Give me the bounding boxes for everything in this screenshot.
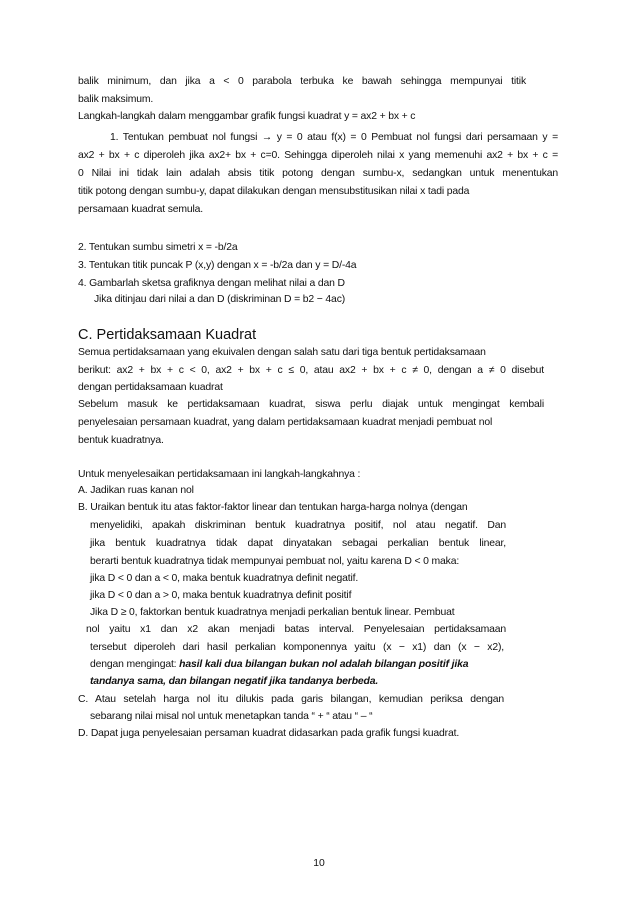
text-line: balik minimum, dan jika a < 0 parabola terbuka ke bawah sehingga mempunyai titik	[78, 76, 526, 87]
text-line: titik potong dengan sumbu-y, dapat dilakukan dengan mensubstitusikan nilai x tadi pada	[78, 186, 470, 197]
text-line: Semua pertidaksamaan yang ekuivalen dengan salah satu dari tiga bentuk pertidaksamaan	[78, 347, 486, 358]
step-1-text: 1. Tentukan pembuat nol fungsi → y = 0 atau f(x) = 0 Pembuat nol fungsi dari persamaan y =	[110, 132, 558, 143]
text-run: dengan mengingat:	[90, 659, 180, 670]
text-line: nol yaitu x1 dan x2 akan menjadi batas interval. Penyelesaian pertidaksamaan	[86, 624, 506, 635]
text-line: menyelidiki, apakah diskriminan bentuk kuadratnya positif, nol atau negatif. Dan	[90, 520, 506, 531]
page-number: 10	[313, 858, 325, 869]
text-line: berarti bentuk kuadratnya tidak mempunyai pembuat nol, yaitu karena D < 0 maka:	[90, 556, 460, 567]
text-line: 0 Nilai ini tidak lain adalah absis titik potong dengan sumbu-x, sedangkan untuk menentukan	[78, 168, 558, 179]
section-heading: C. Pertidaksamaan Kuadrat	[78, 327, 257, 343]
text-line: penyelesaian persamaan kuadrat, yang dalam pertidaksamaan kuadrat menjadi pembuat nol	[78, 417, 493, 428]
emphasized-text: hasil kali dua bilangan bukan nol adalah bilangan positif jika	[179, 659, 469, 670]
text-line: Untuk menyelesaikan pertidaksamaan ini langkah-langkahnya :	[78, 469, 361, 480]
text-line: sebarang nilai misal nol untuk menetapkan tanda “ + “ atau “ – “	[90, 711, 373, 722]
list-item: C. Atau setelah harga nol itu dilukis pada garis bilangan, kemudian periksa dengan	[78, 694, 504, 705]
list-item: B. Uraikan bentuk itu atas faktor-faktor linear dan tentukan harga-harga nolnya (dengan	[78, 502, 468, 513]
text-line: tersebut diperoleh dari hasil perkalian komponennya yaitu (x − x1) dan (x − x2),	[90, 642, 504, 653]
text-line: berikut: ax2 + bx + c < 0, ax2 + bx + c ≤ 0, atau ax2 + bx + c ≠ 0, dengan a ≠ 0 disebut	[78, 365, 544, 376]
text-line: balik maksimum.	[78, 94, 154, 105]
emphasized-text: tandanya sama, dan bilangan negatif jika tandanya berbeda.	[90, 676, 379, 687]
text-line: jika D < 0 dan a > 0, maka bentuk kuadratnya definit positif	[90, 590, 352, 601]
text-line: jika D < 0 dan a < 0, maka bentuk kuadratnya definit negatif.	[90, 573, 359, 584]
text-line: dengan pertidaksamaan kuadrat	[78, 382, 223, 393]
step-4-text: 4. Gambarlah sketsa grafiknya dengan melihat nilai a dan D	[78, 278, 345, 289]
text-line: jika bentuk kuadratnya tidak dapat dinyatakan sebagai perkalian bentuk linear,	[90, 538, 506, 549]
text-line: persamaan kuadrat semula.	[78, 204, 204, 215]
text-line: bentuk kuadratnya.	[78, 435, 164, 446]
step-3-text: 3. Tentukan titik puncak P (x,y) dengan x = -b/2a dan y = D/-4a	[78, 260, 357, 271]
step-2-text: 2. Tentukan sumbu simetri x = -b/2a	[78, 242, 238, 253]
text-line: Langkah-langkah dalam menggambar grafik fungsi kuadrat y = ax2 + bx + c	[78, 111, 416, 122]
text-line: Jika D ≥ 0, faktorkan bentuk kuadratnya menjadi perkalian bentuk linear. Pembuat	[90, 607, 455, 618]
text-line: Jika ditinjau dari nilai a dan D (diskriminan D = b2 − 4ac)	[94, 294, 346, 305]
list-item: A. Jadikan ruas kanan nol	[78, 485, 194, 496]
text-line: ax2 + bx + c diperoleh jika ax2+ bx + c=0. Sehingga diperoleh nilai x yang memenuhi ax2 + bx + c =	[78, 150, 558, 161]
text-line: Sebelum masuk ke pertidaksamaan kuadrat, siswa perlu diajak untuk mengingat kembali	[78, 399, 544, 410]
text-line	[90, 658, 580, 671]
list-item: D. Dapat juga penyelesaian persaman kuadrat didasarkan pada grafik fungsi kuadrat.	[78, 728, 460, 739]
